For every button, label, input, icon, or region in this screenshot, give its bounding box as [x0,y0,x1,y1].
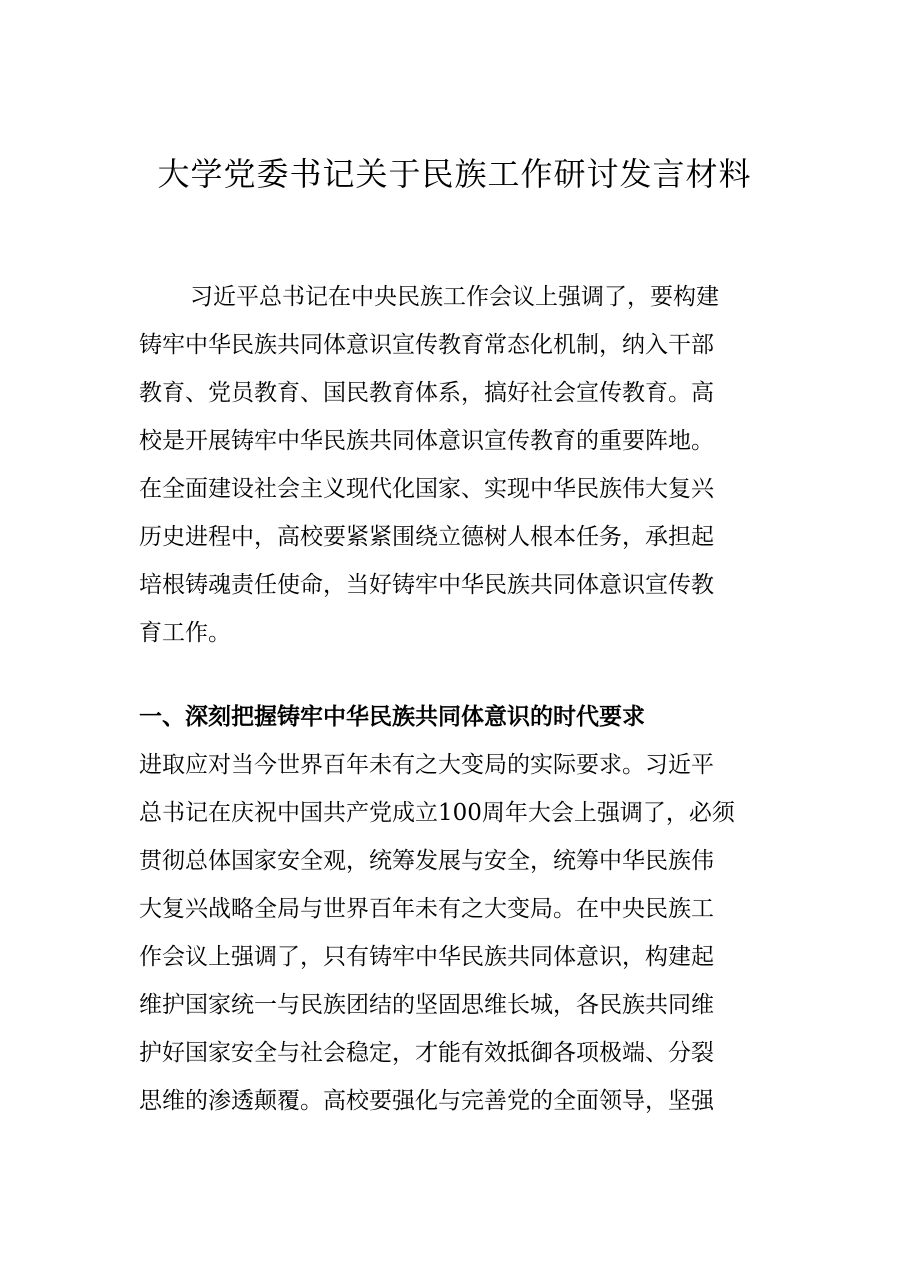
paragraph-line: 进取应对当今世界百年未有之大变局的实际要求。习近平 [139,752,714,778]
paragraph-line: 在全面建设社会主义现代化国家、实现中华民族伟大复兴 [139,476,714,502]
paragraph-line: 维护国家统一与民族团结的坚固思维长城，各民族共同维 [139,992,714,1018]
paragraph-line: 校是开展铸牢中华民族共同体意识宣传教育的重要阵地。 [139,428,714,454]
paragraph-line: 总书记在庆祝中国共产党成立100周年大会上强调了，必须 [139,800,735,826]
paragraph-line: 铸牢中华民族共同体意识宣传教育常态化机制，纳入干部 [139,332,714,358]
paragraph-line: 育工作。 [139,620,231,646]
paragraph-line: 大复兴战略全局与世界百年未有之大变局。在中央民族工 [139,896,714,922]
paragraph-line: 习近平总书记在中央民族工作会议上强调了，要构建 [190,284,719,310]
paragraph-line: 贯彻总体国家安全观，统筹发展与安全，统筹中华民族伟 [139,848,714,874]
document-title: 大学党委书记关于民族工作研讨发言材料 [157,155,752,193]
paragraph-line: 教育、党员教育、国民教育体系，搞好社会宣传教育。高 [139,380,714,406]
paragraph-line: 历史进程中，高校要紧紧围绕立德树人根本任务，承担起 [139,524,714,550]
paragraph-line: 培根铸魂责任使命，当好铸牢中华民族共同体意识宣传教 [139,572,714,598]
paragraph-line: 作会议上强调了，只有铸牢中华民族共同体意识，构建起 [139,944,714,970]
paragraph-line: 护好国家安全与社会稳定，才能有效抵御各项极端、分裂 [139,1040,714,1066]
paragraph-line: 思维的渗透颠覆。高校要强化与完善党的全面领导，坚强 [139,1088,714,1114]
section-heading: 一、深刻把握铸牢中华民族共同体意识的时代要求 [139,704,645,730]
